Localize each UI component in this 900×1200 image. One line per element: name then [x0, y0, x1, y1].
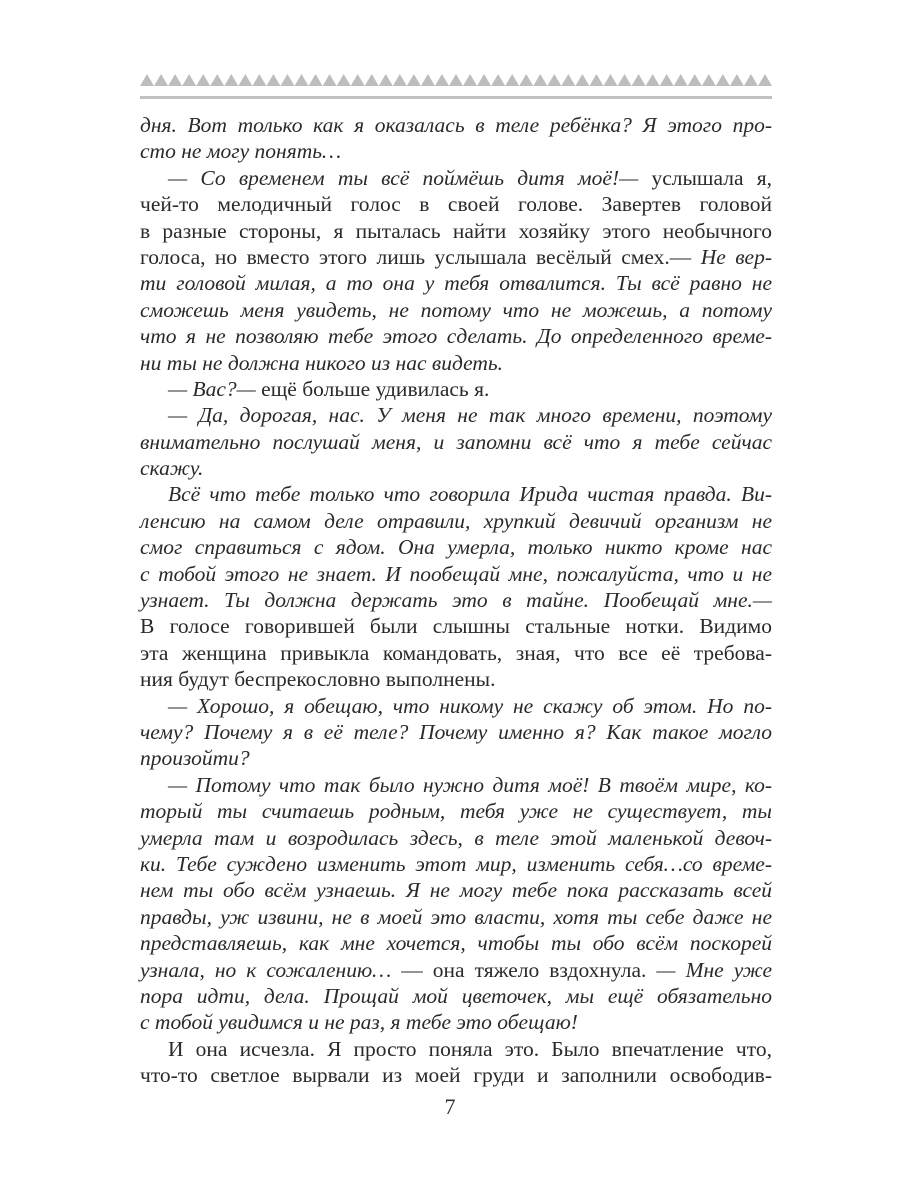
ornament-triangle: [744, 74, 758, 86]
ornament-triangle: [632, 74, 646, 86]
italic-text: — Потому что так было нужно дитя моё! В твоём мире, ко-: [168, 772, 772, 797]
text-line: [140, 402, 772, 428]
text-segment: в разные стороны, я пыталась найти хозяйку этого необычного: [140, 218, 772, 243]
header-rule: [140, 96, 772, 99]
ornament-triangle: [337, 74, 351, 86]
text-line: [140, 508, 772, 534]
ornament-triangle: [660, 74, 674, 86]
ornament-triangle: [491, 74, 505, 86]
ornament-triangle: [519, 74, 533, 86]
ornament-triangle: [168, 74, 182, 86]
italic-text: представляешь, как мне хочется, чтобы ты обо всём поскорей: [140, 931, 772, 956]
text-line: [140, 376, 772, 402]
text-line: [140, 1036, 772, 1062]
text-line: [140, 587, 772, 613]
text-segment: ния будут беспрекословно выполнены.: [140, 667, 496, 692]
ornament-triangle: [196, 74, 210, 86]
text-segment: ещё больше удивилась я.: [261, 376, 490, 401]
ornament-triangle: [716, 74, 730, 86]
text-line: [140, 1062, 772, 1088]
text-segment: эта женщина привыкла командовать, зная, что все её требова-: [140, 640, 772, 665]
ornament-triangle: [182, 74, 196, 86]
ornament-triangle: [407, 74, 421, 86]
italic-text: смог справиться с ядом. Она умерла, только никто кроме нас: [140, 535, 772, 560]
ornament-triangle: [505, 74, 519, 86]
text-line: [140, 772, 772, 798]
text-line: [140, 191, 772, 217]
ornament-triangle: [421, 74, 435, 86]
italic-text: чему? Почему я в её теле? Почему именно я? Как такое могло: [140, 719, 772, 744]
text-segment: что-то светлое вырвали из моей груди и заполнили освободив-: [140, 1063, 772, 1088]
text-line: [140, 640, 772, 666]
text-line: [140, 825, 772, 851]
ornament-triangle: [618, 74, 632, 86]
ornament-triangle: [477, 74, 491, 86]
ornament-triangle: [435, 74, 449, 86]
ornament-triangle: [646, 74, 660, 86]
italic-text: торый ты считаешь родным, тебя уже не существует, ты: [140, 799, 772, 824]
ornament-triangle: [351, 74, 365, 86]
text-line: [140, 270, 772, 296]
text-line: [140, 1009, 772, 1035]
italic-text: с тобой этого не знает. И пообещай мне, пожалуйста, что и не: [140, 561, 772, 586]
text-segment: — она тяжело вздохнула.: [401, 957, 657, 982]
ornament-triangle: [603, 74, 617, 86]
ornament-triangle: [561, 74, 575, 86]
ornament-triangle: [210, 74, 224, 86]
text-line: [140, 693, 772, 719]
text-line: [140, 561, 772, 587]
ornament-triangle: [365, 74, 379, 86]
ornament-triangle: [252, 74, 266, 86]
ornament-triangle: [688, 74, 702, 86]
ornament-triangle: [463, 74, 477, 86]
italic-text: с тобой увидимся и не раз, я тебе это обещаю!: [140, 1010, 578, 1035]
text-line: [140, 112, 772, 138]
text-line: [140, 244, 772, 270]
text-segment: чей-то мелодичный голос в своей голове. Завертев головой: [140, 192, 772, 217]
ornament-triangle: [575, 74, 589, 86]
italic-text: ки. Тебе суждено изменить этот мир, изменить себя…со време-: [140, 851, 772, 876]
italic-text: пора идти, дела. Прощай мой цветочек, мы ещё обязательно: [140, 983, 772, 1008]
ornament-triangle: [379, 74, 393, 86]
italic-text: внимательно послушай меня, и запомни всё что я тебе сейчас: [140, 429, 772, 454]
text-line: [140, 957, 772, 983]
italic-text: ленсию на самом деле отравили, хрупкий девичий организм не: [140, 508, 772, 533]
ornament-triangle: [758, 74, 772, 86]
header-ornament: [140, 73, 772, 87]
italic-text: узнает. Ты должна держать это в тайне. Пообещай мне.—: [140, 588, 772, 613]
text-line: [140, 798, 772, 824]
italic-text: — Со временем ты всё поймёшь дитя моё!—: [168, 165, 652, 190]
italic-text: сможешь меня увидеть, не потому что не можешь, а потому: [140, 297, 772, 322]
italic-text: нем ты обо всём узнаешь. Я не могу тебе пока рассказать всей: [140, 878, 772, 903]
text-line: [140, 455, 772, 481]
ornament-triangle: [238, 74, 252, 86]
text-line: [140, 613, 772, 639]
ornament-triangle: [323, 74, 337, 86]
ornament-triangle: [730, 74, 744, 86]
italic-text: — Да, дорогая, нас. У меня не так много времени, поэтому: [168, 403, 772, 428]
italic-text: произойти?: [140, 746, 250, 771]
text-line: [140, 877, 772, 903]
text-segment: И она исчезла. Я просто поняла это. Было впечатление что,: [168, 1036, 772, 1061]
body-text: [140, 112, 772, 1088]
italic-text: Всё что тебе только что говорила Ирида чистая правда. Ви-: [168, 482, 772, 507]
italic-text: умерла там и возродилась здесь, в теле этой маленькой девоч-: [140, 825, 772, 850]
italic-text: ти головой милая, а то она у тебя отвалится. Ты всё равно не: [140, 271, 772, 296]
text-line: [140, 930, 772, 956]
text-line: [140, 350, 772, 376]
italic-text: сто не могу понять…: [140, 139, 342, 164]
italic-text: — Вас?—: [168, 376, 262, 401]
italic-text: ни ты не должна никого из нас видеть.: [140, 350, 504, 375]
ornament-triangle: [154, 74, 168, 86]
text-line: [140, 218, 772, 244]
ornament-triangle: [702, 74, 716, 86]
ornament-triangle: [280, 74, 294, 86]
text-line: [140, 904, 772, 930]
italic-text: скажу.: [140, 456, 204, 481]
ornament-triangle: [224, 74, 238, 86]
text-line: [140, 138, 772, 164]
text-line: [140, 534, 772, 560]
text-segment: голоса, но вместо этого лишь услышала весёлый смех.—: [140, 244, 701, 269]
text-line: [140, 481, 772, 507]
ornament-triangle: [309, 74, 323, 86]
italic-text: — Мне уже: [656, 957, 772, 982]
ornament-triangle: [533, 74, 547, 86]
text-line: [140, 323, 772, 349]
italic-text: узнала, но к сожалению…: [140, 957, 402, 982]
ornament-triangle: [393, 74, 407, 86]
page-number: 7: [444, 1094, 456, 1119]
text-line: [140, 719, 772, 745]
italic-text: Не вер-: [700, 244, 773, 269]
ornament-triangle: [140, 74, 154, 86]
ornament-triangle: [674, 74, 688, 86]
ornament-triangle: [547, 74, 561, 86]
text-segment: услышала я,: [651, 165, 772, 190]
italic-text: дня. Вот только как я оказалась в теле ребёнка? Я этого про-: [140, 113, 772, 137]
italic-text: — Хорошо, я обещаю, что никому не скажу об этом. Но по-: [168, 693, 772, 718]
ornament-triangle: [294, 74, 308, 86]
text-line: [140, 429, 772, 455]
text-line: [140, 165, 772, 191]
italic-text: что я не позволяю тебе этого сделать. До определенного време-: [140, 324, 772, 349]
text-line: [140, 851, 772, 877]
ornament-triangle: [589, 74, 603, 86]
ornament-triangle: [449, 74, 463, 86]
italic-text: правды, уж извини, не в моей это власти, хотя ты себе даже не: [140, 904, 772, 929]
text-line: [140, 745, 772, 771]
text-line: [140, 297, 772, 323]
ornament-triangle: [266, 74, 280, 86]
text-line: [140, 666, 772, 692]
text-segment: В голосе говорившей были слышны стальные нотки. Видимо: [140, 614, 772, 639]
text-line: [140, 983, 772, 1009]
